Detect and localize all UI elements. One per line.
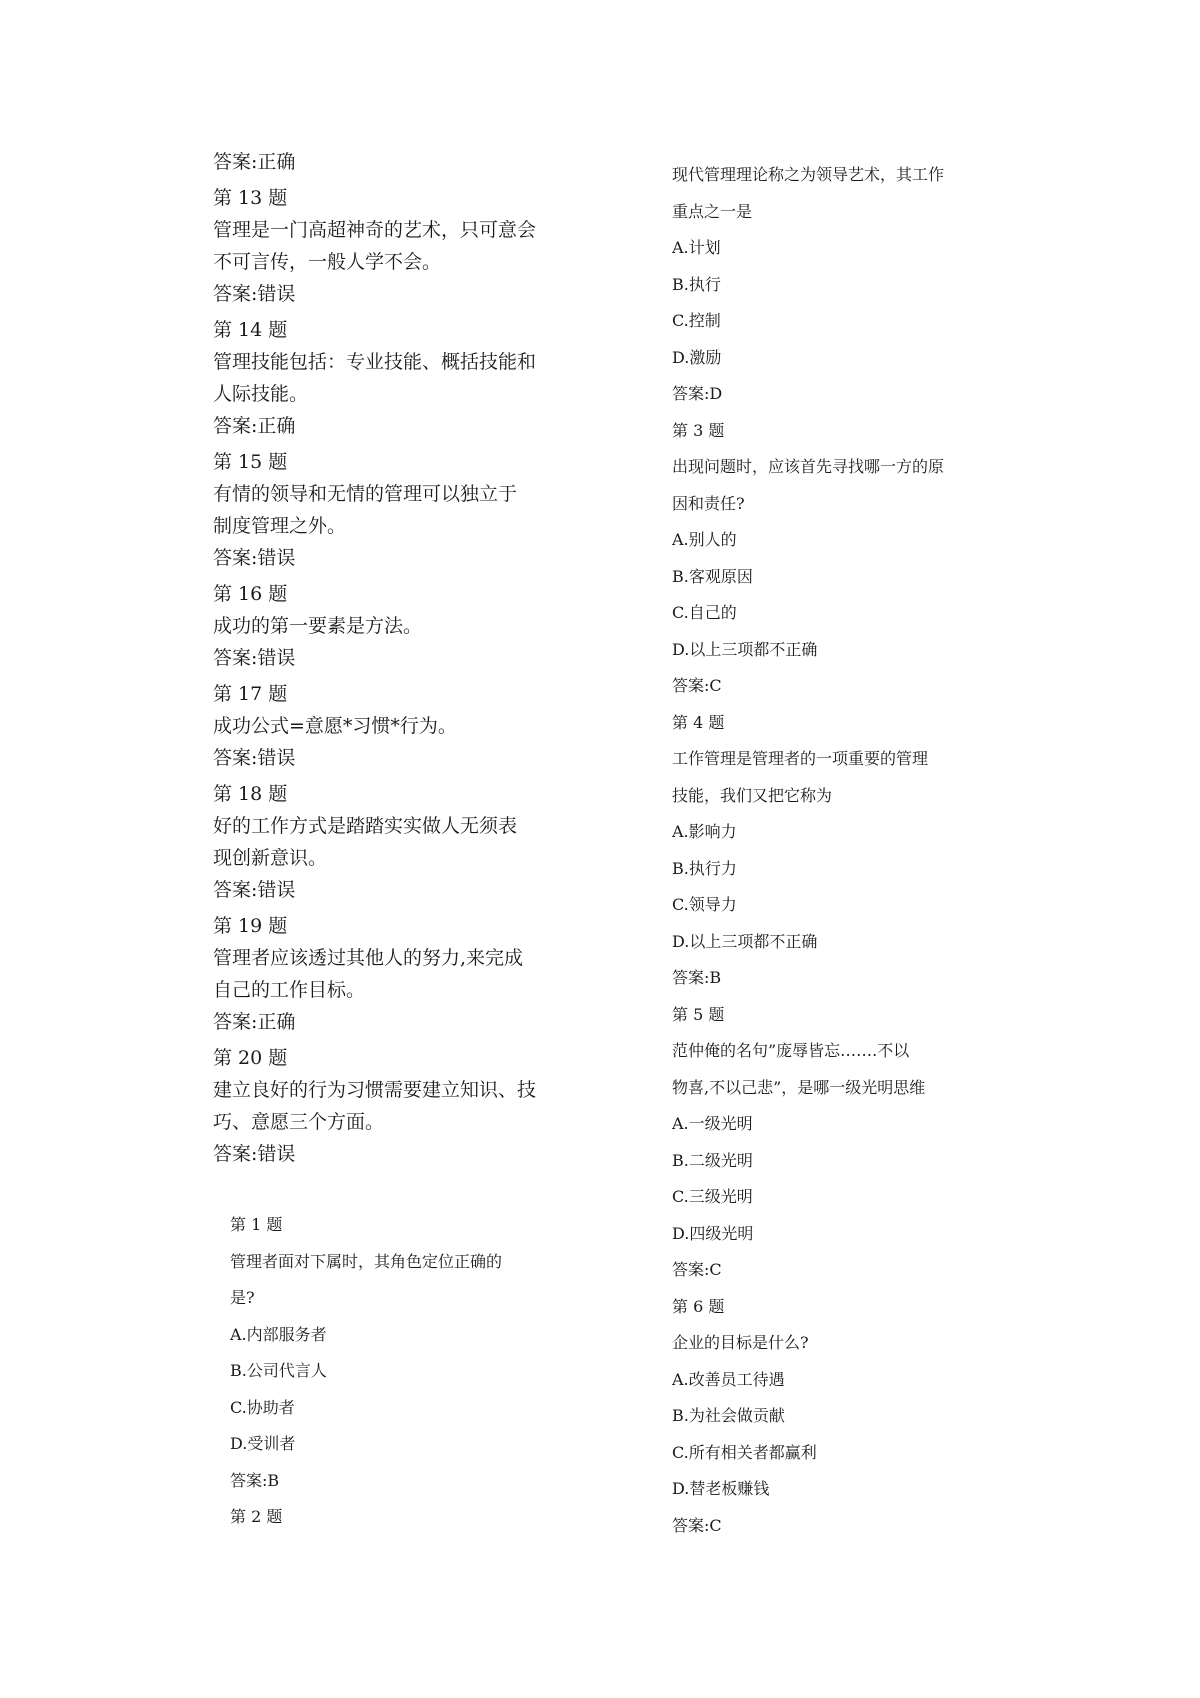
mc-line: 答案:B: [230, 1470, 280, 1490]
mc-line: B.执行力: [672, 858, 737, 878]
question-answer: 答案:错误: [213, 747, 296, 769]
mc-line: 第 1 题: [230, 1215, 283, 1234]
question-text: 不可言传，一般人学不会。: [213, 251, 442, 273]
mc-line: B.为社会做贡献: [672, 1406, 785, 1425]
question-answer: 答案:正确: [213, 1011, 296, 1033]
question-block: [213, 314, 573, 442]
mc-line: 工作管理是管理者的一项重要的管理: [672, 749, 929, 768]
question-text: 管理是一门高超神奇的艺术，只可意会: [213, 219, 537, 241]
mc-line: 第 5 题: [672, 1004, 725, 1024]
question-text: 好的工作方式是踏踏实实做人无须表: [213, 815, 518, 837]
question-text: 建立良好的行为习惯需要建立知识、技: [213, 1079, 537, 1101]
mc-line: B.执行: [672, 274, 721, 294]
mc-line: A.一级光明: [672, 1114, 753, 1133]
question-block: [213, 578, 573, 674]
question-number: 第 13 题: [213, 187, 288, 209]
question-answer: 答案:错误: [213, 283, 296, 305]
true-false-list: [213, 182, 573, 1170]
question-answer: 答案:错误: [213, 1143, 296, 1165]
question-text: 有情的领导和无情的管理可以独立于: [213, 483, 518, 505]
question-number: 第 18 题: [213, 783, 288, 805]
question-block: [213, 910, 573, 1038]
mc-line: C.控制: [672, 311, 721, 330]
question-text: 巧、意愿三个方面。: [213, 1111, 385, 1133]
mc-line: A.影响力: [672, 822, 737, 841]
mc-line: B.客观原因: [672, 566, 753, 586]
question-text: 成功公式=意愿*习惯*行为。: [213, 715, 457, 737]
mc-line: A.内部服务者: [230, 1324, 327, 1344]
mc-line: C.所有相关者都赢利: [672, 1442, 817, 1462]
question-text: 现创新意识。: [213, 847, 328, 869]
mc-line: C.领导力: [672, 895, 737, 914]
question-answer: 答案:错误: [213, 547, 296, 569]
question-block: [213, 778, 573, 906]
mc-line: D.激励: [672, 347, 722, 367]
mc-line: 第 6 题: [672, 1296, 725, 1316]
question-text: 管理技能包括：专业技能、概括技能和: [213, 351, 537, 373]
mc-line: 现代管理理论称之为领导艺术，其工作: [672, 165, 945, 184]
mc-line: 答案:C: [672, 1515, 722, 1535]
mc-line: A.改善员工待遇: [672, 1369, 785, 1389]
mc-line: 因和责任?: [672, 493, 745, 513]
question-text: 人际技能。: [213, 383, 309, 405]
mc-line: 物喜,不以己悲”，是哪一级光明思维: [672, 1077, 926, 1097]
question-answer: 答案:错误: [213, 647, 296, 669]
mc-line: 管理者面对下属时，其角色定位正确的: [230, 1251, 503, 1271]
left-column: [213, 146, 573, 1172]
question-text: 管理者应该透过其他人的努力,来完成: [213, 947, 524, 969]
mc-line: B.二级光明: [672, 1150, 753, 1170]
mc-line: C.三级光明: [672, 1187, 753, 1206]
first-answer: 答案:正确: [213, 151, 296, 173]
mc-line: B.公司代言人: [230, 1361, 327, 1380]
mc-line: A.别人的: [672, 530, 737, 549]
mc-line: 技能，我们又把它称为: [672, 785, 833, 805]
mc-line: 答案:C: [672, 676, 722, 695]
mc-line: 答案:B: [672, 968, 722, 987]
mc-line: 范仲俺的名句”庞辱皆忘…….不以: [672, 1041, 910, 1060]
mc-line: C.协助者: [230, 1397, 295, 1417]
question-number: 第 16 题: [213, 583, 288, 605]
question-number: 第 20 题: [213, 1047, 288, 1069]
mc-line: A.计划: [672, 238, 721, 257]
multiple-choice-left: [230, 1207, 550, 1536]
mc-line: D.受训者: [230, 1434, 296, 1453]
question-number: 第 14 题: [213, 319, 288, 341]
mc-line: 第 3 题: [672, 420, 725, 440]
question-text: 自己的工作目标。: [213, 979, 366, 1001]
mc-line: D.以上三项都不正确: [672, 639, 818, 659]
mc-line: D.替老板赚钱: [672, 1479, 770, 1498]
question-text: 成功的第一要素是方法。: [213, 615, 423, 637]
question-answer: 答案:错误: [213, 879, 296, 901]
mc-line: 第 4 题: [672, 712, 725, 732]
question-number: 第 15 题: [213, 451, 288, 473]
mc-line: D.四级光明: [672, 1223, 754, 1243]
mc-line: C.自己的: [672, 603, 737, 622]
question-block: [213, 1042, 573, 1170]
mc-line: 第 2 题: [230, 1507, 283, 1526]
question-number: 第 17 题: [213, 683, 288, 705]
question-block: [213, 446, 573, 574]
mc-line: 重点之一是: [672, 201, 753, 221]
mc-line: 出现问题时，应该首先寻找哪一方的原: [672, 457, 945, 476]
mc-line: 是?: [230, 1288, 255, 1307]
right-column: [672, 157, 992, 1544]
mc-line: 企业的目标是什么?: [672, 1333, 809, 1352]
mc-line: 答案:C: [672, 1260, 722, 1279]
question-block: [213, 182, 573, 310]
question-number: 第 19 题: [213, 915, 288, 937]
question-block: [213, 678, 573, 774]
question-text: 制度管理之外。: [213, 515, 347, 537]
mc-line: 答案:D: [672, 384, 723, 403]
question-answer: 答案:正确: [213, 415, 296, 437]
mc-line: D.以上三项都不正确: [672, 931, 818, 951]
